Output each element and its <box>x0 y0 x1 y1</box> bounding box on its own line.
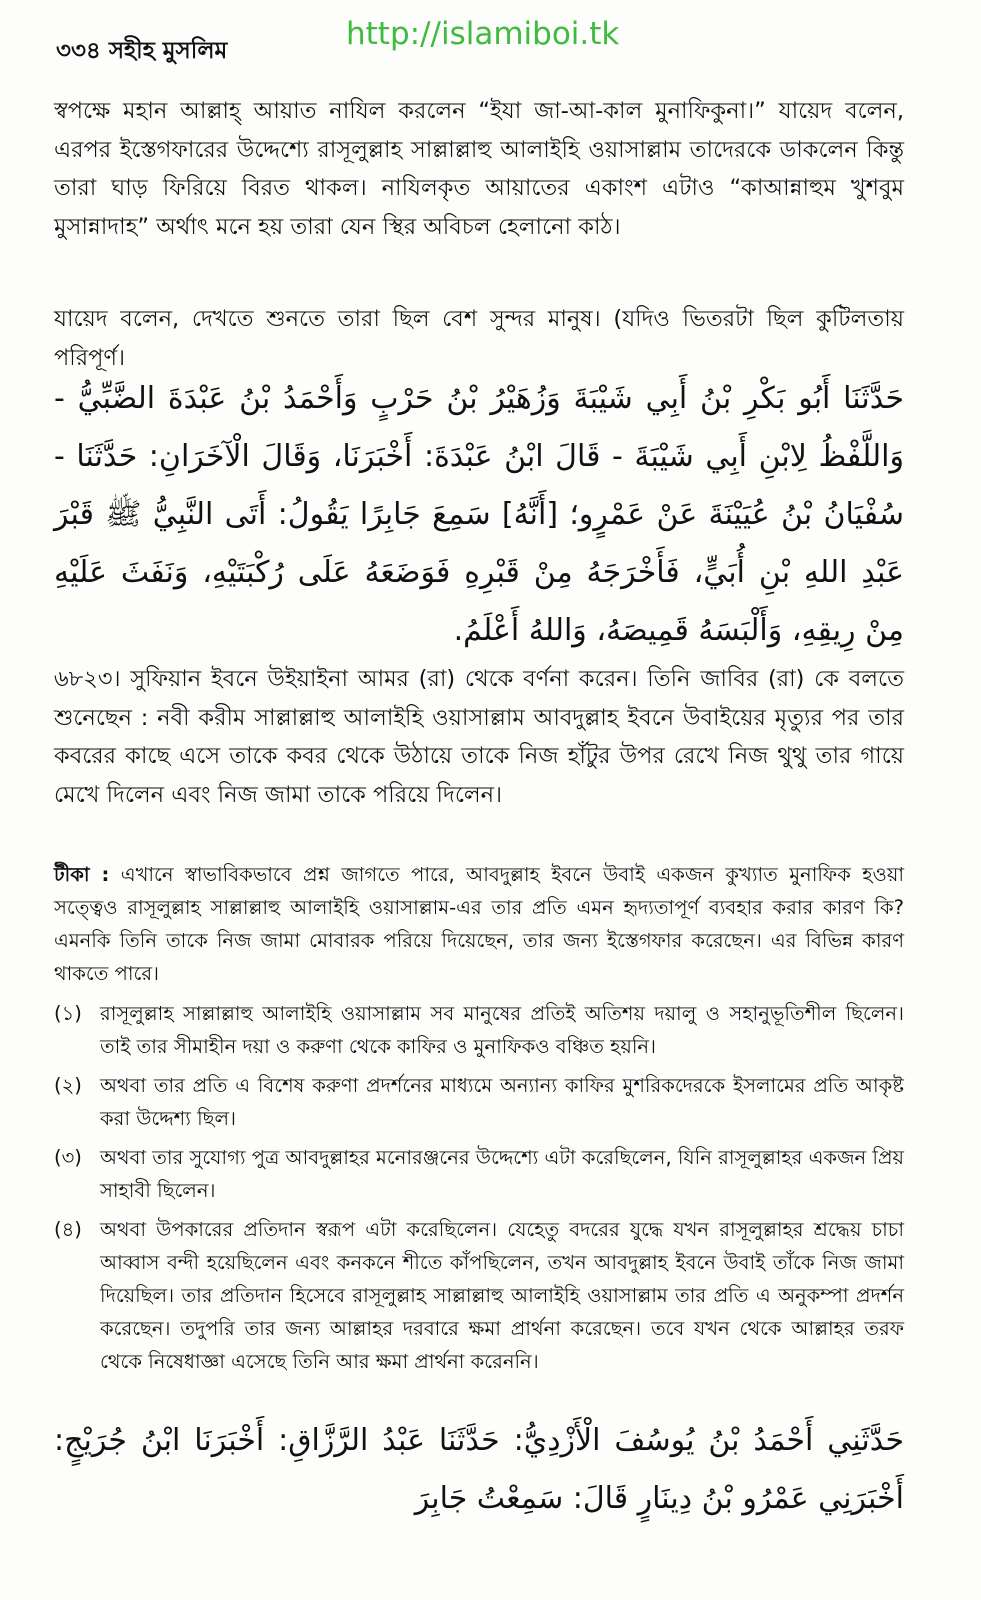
list-text: অথবা তার প্রতি এ বিশেষ করুণা প্রদর্শনের মাধ্যমে অন্যান্য কাফির মুশরিকদেরকে ইসলামের প্রতি আকৃষ্ট করা উদ্দেশ্য ছিল। <box>100 1074 904 1130</box>
tika-label: টীকা : <box>54 863 110 886</box>
arabic-hadith-text: حَدَّثَنَا أَبُو بَكْرِ بْنُ أَبِي شَيْبَةَ وَزُهَيْرُ بْنُ حَرْبٍ وَأَحْمَدُ بْنُ عَبْدَةَ الضَّبِّيُّ - وَاللَّفْظُ لِابْنِ أَبِي شَيْبَةَ - قَالَ ابْنُ عَبْدَةَ: أَخْبَرَنَا، وَقَالَ الْآخَرَانِ: حَدَّثَنَا - سُفْيَانُ بْنُ عُيَيْنَةَ عَنْ عَمْرٍو؛ [أَنَّهُ] سَمِعَ جَابِرًا يَقُولُ: أَتَى النَّبِيُّ ﷺ قَبْرَ عَبْدِ اللهِ بْنِ أُبَيٍّ، فَأَخْرَجَهُ مِنْ قَبْرِهِ فَوَضَعَهُ عَلَى رُكْبَتَيْهِ، وَنَفَثَ عَلَيْهِ مِنْ رِيقِهِ، وَأَلْبَسَهُ قَمِيصَهُ، وَاللهُ أَعْلَمُ. <box>54 381 904 648</box>
list-item <box>54 997 904 1063</box>
watermark-url: http://islamiboi.tk <box>346 16 620 52</box>
list-text: অথবা উপকারের প্রতিদান স্বরূপ এটা করেছিলেন। যেহেতু বদরের যুদ্ধে যখন রাসূলুল্লাহর শ্রদ্ধেয় চাচা আব্বাস বন্দী হয়েছিলেন এবং কনকনে শীতে কাঁপছিলেন, তখন আবদুল্লাহ ইবনে উবাই তাঁকে নিজ জামা দিয়েছিল। তার প্রতিদান হিসেবে রাসূলুল্লাহ সাল্লাল্লাহু আলাইহি ওয়াসাল্লাম তার প্রতি এ অনুকম্পা প্রদর্শন করেছেন। তদুপরি তার জন্য আল্লাহর দরবারে ক্ষমা প্রার্থনা করেছেন। তবে যখন থেকে আল্লাহর তরফ থেকে নিষেধাজ্ঞা এসেছে তিনি আর ক্ষমা প্রার্থনা করেননি। <box>100 1218 904 1373</box>
arabic-isnad-text: حَدَّثَنِي أَحْمَدُ بْنُ يُوسُفَ الْأَزْدِيُّ: حَدَّثَنَا عَبْدُ الرَّزَّاقِ: أَخْبَرَنَا ابْنُ جُرَيْجٍ: أَخْبَرَنِي عَمْرُو بْنُ دِينَارٍ قَالَ: سَمِعْتُ جَابِرَ <box>54 1423 904 1516</box>
page-header <box>56 16 916 70</box>
paragraph-continuation: স্বপক্ষে মহান আল্লাহ্ আয়াত নাযিল করলেন “ইযা জা-আ-কাল মুনাফিকুনা।” যায়েদ বলেন, এরপর ইস্তেগফারের উদ্দেশ্যে রাসূলুল্লাহ সাল্লাল্লাহু আলাইহি ওয়াসাল্লাম তাদেরকে ডাকলেন কিন্তু তারা ঘাড় ফিরিয়ে বিরত থাকল। নাযিলকৃত আয়াতের একাংশ এটাও “কাআন্নাহুম খুশবুম মুসান্নাদাহ” অর্থাৎ মনে হয় তারা যেন স্থির অবিচল হেলানো কাঠ। <box>54 98 904 240</box>
list-text: অথবা তার সুযোগ্য পুত্র আবদুল্লাহর মনোরঞ্জনের উদ্দেশ্যে এটা করেছিলেন, যিনি রাসূলুল্লাহর একজন প্রিয় সাহাবী ছিলেন। <box>100 1146 904 1202</box>
list-item <box>54 1069 904 1135</box>
list-number: (১) <box>54 1002 82 1025</box>
list-text: রাসূলুল্লাহ সাল্লাল্লাহু আলাইহি ওয়াসাল্লাম সব মানুষের প্রতিই অতিশয় দয়ালু ও সহানুভূতিশীল ছিলেন। তাই তার সীমাহীন দয়া ও করুণা থেকে কাফির ও মুনাফিকও বঞ্চিত হয়নি। <box>100 1002 904 1058</box>
list-number: (২) <box>54 1074 82 1097</box>
paragraph-zayed: যায়েদ বলেন, দেখতে শুনতে তারা ছিল বেশ সুন্দর মানুষ। (যদিও ভিতরটা ছিল কুটিলতায় পরিপূর্ণ। <box>54 306 904 371</box>
list-number: (৩) <box>54 1146 82 1169</box>
list-number: (৪) <box>54 1218 82 1241</box>
list-item <box>54 1141 904 1207</box>
tika-text: এখানে স্বাভাবিকভাবে প্রশ্ন জাগতে পারে, আবদুল্লাহ ইবনে উবাই একজন কুখ্যাত মুনাফিক হওয়া সত্ত্বেও রাসূলুল্লাহ সাল্লাল্লাহু আলাইহি ওয়াসাল্লাম-এর তার প্রতি এমন হৃদ্যতাপূর্ণ ব্যবহার করার কারণ কি? এমনকি তিনি তাকে নিজ জামা মোবারক পরিয়ে দিয়েছেন, তার জন্য ইস্তেগফার করেছেন। এর বিভিন্ন কারণ থাকতে পারে। <box>54 863 904 985</box>
page-number-title: ৩৩৪ সহীহ মুসলিম <box>56 38 228 64</box>
commentary-tika <box>54 858 904 990</box>
list-item <box>54 1213 904 1378</box>
hadith-translation-6823: ৬৮২৩। সুফিয়ান ইবনে উইয়াইনা আমর (রা) থেকে বর্ণনা করেন। তিনি জাবির (রা) কে বলতে শুনেছেন : নবী করীম সাল্লাল্লাহু আলাইহি ওয়াসাল্লাম আবদুল্লাহ ইবনে উবাইয়ের মৃত্যুর পর তার কবরের কাছে এসে তাকে কবর থেকে উঠায়ে তাকে নিজ হাঁটুর উপর রেখে নিজ থুথু তার গায়ে মেখে দিলেন এবং নিজ জামা তাকে পরিয়ে দিলেন। <box>54 666 904 808</box>
